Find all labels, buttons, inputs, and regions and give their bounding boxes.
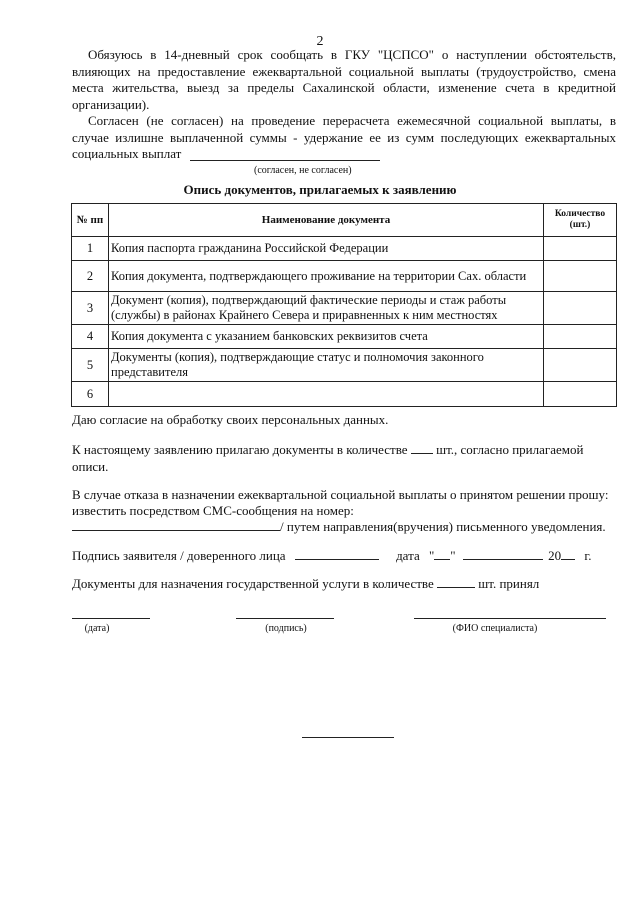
col-header-name: Наименование документа <box>109 204 544 237</box>
row-doc-name: Документ (копия), подтверждающий фактические периоды и стаж работы (службы) в районах Крайнего Севера и приравненных к ним местностях <box>109 292 544 325</box>
signature-date-line <box>72 548 622 564</box>
specialist-caption: (ФИО специалиста) <box>452 623 538 634</box>
table-row <box>72 237 617 261</box>
row-doc-name: Копия паспорта гражданина Российской Федерации <box>109 237 544 261</box>
table-row <box>72 349 617 382</box>
signature-field[interactable] <box>295 548 379 560</box>
accepted-count-field[interactable] <box>437 576 475 588</box>
inventory-title: Опись документов, прилагаемых к заявлению <box>183 182 457 197</box>
page-number: 2 <box>316 34 324 49</box>
table-row <box>72 325 617 349</box>
obligation-paragraph: Обязуюсь в 14-дневный срок сообщать в ГКУ "ЦСПСО" о наступлении обстоятельств, влияющих на предоставление ежеквартальной социальной выплаты (трудоустройство, смена места жительства, выезд за пределы Сахалинской области, изменение счета в кредитной организации). <box>72 47 616 112</box>
consent-underline[interactable] <box>190 160 380 161</box>
row-num: 6 <box>72 382 109 407</box>
consent-caption: (согласен, не согласен) <box>254 165 352 176</box>
date-quote-open: " <box>428 548 435 563</box>
row-num: 2 <box>72 261 109 292</box>
accepted-text-part1: Документы для назначения государственной услуги в количестве <box>72 576 434 591</box>
day-field[interactable] <box>434 548 450 560</box>
specialist-name-line[interactable] <box>414 618 606 619</box>
personal-data-consent: Даю согласие на обработку своих персональных данных. <box>72 412 389 427</box>
refusal-option-line <box>72 519 622 535</box>
row-doc-name[interactable] <box>109 382 544 407</box>
attach-text-part2: шт., согласно прилагаемой описи. <box>72 442 584 474</box>
row-doc-name: Копия документа, подтверждающего проживание на территории Сах. области <box>109 261 544 292</box>
attach-documents-text <box>72 441 616 475</box>
attach-count-field[interactable] <box>411 442 433 454</box>
row-qty-cell[interactable] <box>544 349 617 382</box>
col-header-qty: Количество (шт.) <box>544 204 617 237</box>
documents-table <box>71 203 617 407</box>
sms-number-field[interactable] <box>72 519 280 531</box>
date-quote-close: " <box>450 548 456 563</box>
table-row <box>72 382 617 407</box>
row-num: 4 <box>72 325 109 349</box>
consent-recalc-paragraph: Согласен (не согласен) на проведение перерасчета ежемесячной социальной выплаты, в случае излишне выплаченной суммы - удержание ее из сумм последующих ежеквартальных социальных выплат <box>72 113 616 161</box>
attach-text-part1: К настоящему заявлению прилагаю документы в количестве <box>72 442 408 457</box>
signature-label: Подпись заявителя / доверенного лица <box>72 548 286 563</box>
year-prefix: 20 <box>548 548 562 563</box>
row-doc-name: Копия документа с указанием банковских реквизитов счета <box>109 325 544 349</box>
row-doc-name: Документы (копия), подтверждающие статус и полномочия законного представителя <box>109 349 544 382</box>
row-qty-cell[interactable] <box>544 261 617 292</box>
year-suffix: г. <box>584 548 592 563</box>
row-qty-cell[interactable] <box>544 237 617 261</box>
date-label: дата <box>396 548 420 563</box>
table-row <box>72 261 617 292</box>
row-qty-cell[interactable] <box>544 325 617 349</box>
row-num: 1 <box>72 237 109 261</box>
date-caption: (дата) <box>84 623 110 634</box>
table-row <box>72 292 617 325</box>
accepted-documents-line <box>72 576 622 592</box>
month-field[interactable] <box>463 548 543 560</box>
row-num: 5 <box>72 349 109 382</box>
row-qty-cell[interactable] <box>544 292 617 325</box>
bottom-divider-line <box>302 737 394 738</box>
table-header-row <box>72 204 617 237</box>
signature-line[interactable] <box>236 618 334 619</box>
refusal-text-part2: / путем направления(вручения) письменного уведомления. <box>280 519 606 534</box>
row-qty-cell[interactable] <box>544 382 617 407</box>
refusal-notification-text: В случае отказа в назначении ежеквартальной социальной выплаты о принятом решении прошу: известить посредством СМС-сообщения на номер: <box>72 487 609 518</box>
year-field[interactable] <box>561 548 575 560</box>
signature-caption: (подпись) <box>265 623 307 634</box>
date-signature-line[interactable] <box>72 618 150 619</box>
accepted-text-part2: шт. принял <box>478 576 540 591</box>
row-num: 3 <box>72 292 109 325</box>
col-header-num: № пп <box>72 204 109 237</box>
